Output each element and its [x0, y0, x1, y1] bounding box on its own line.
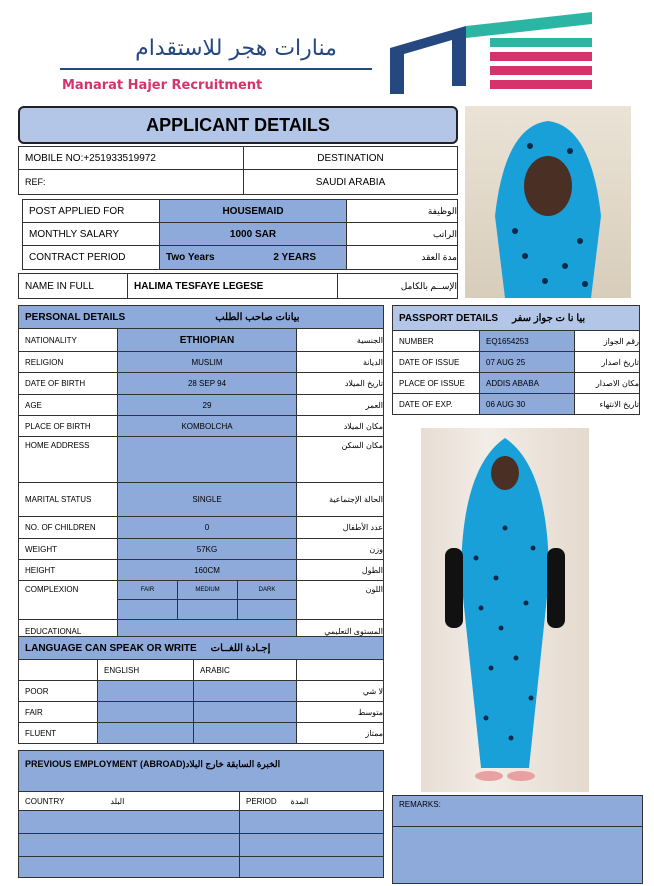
language-title-ar: إجـادة اللغــات [210, 642, 271, 654]
language-col-english: ENGLISH [97, 659, 194, 681]
passport-issue-place-value: ADDIS ABABA [479, 372, 575, 394]
passport-section-title [392, 305, 640, 331]
language-col-arabic: ARABIC [193, 659, 297, 681]
marital-value: SINGLE [117, 482, 297, 517]
employment-country-ar: البلد [110, 796, 125, 806]
employment-title: PREVIOUS EMPLOYMENT (ABROAD) [25, 759, 186, 769]
mobile-number: MOBILE NO:+251933519972 [18, 146, 244, 170]
remarks-content [392, 826, 643, 884]
weight-value: 57KG [117, 538, 297, 560]
name-label: NAME IN FULL [18, 273, 128, 299]
contract-value-b: 2 YEARS [273, 252, 316, 263]
marital-label-ar: الحالة الإجتماعية [296, 482, 384, 517]
employment-period: PERIOD [246, 796, 277, 806]
age-label-ar: العمر [296, 394, 384, 416]
pob-value: KOMBOLCHA [117, 415, 297, 437]
logo-underline [60, 68, 372, 70]
weight-label-ar: وزن [296, 538, 384, 560]
logo [56, 8, 616, 100]
portrait-figure-icon [465, 106, 631, 298]
complexion-dark: DARK [237, 580, 297, 600]
address-value [117, 436, 297, 483]
employment-row-1-period [239, 810, 384, 834]
language-header-blank [18, 659, 98, 681]
language-fluent-arabic [193, 722, 297, 744]
passport-number-value: EQ1654253 [479, 330, 575, 352]
personal-title: PERSONAL DETAILS [25, 311, 126, 323]
language-section-title [18, 636, 384, 660]
salary-label-ar: الراتب [346, 222, 458, 246]
post-value: HOUSEMAID [159, 199, 347, 223]
language-fair-english [97, 701, 194, 723]
passport-issue-place-ar: مكان الاصدار [574, 372, 640, 394]
post-label: POST APPLIED FOR [22, 199, 160, 223]
dob-value: 28 SEP 94 [117, 372, 297, 395]
nationality-label: NATIONALITY [18, 328, 118, 352]
language-fluent-ar: ممتاز [296, 722, 384, 744]
passport-title: PASSPORT DETAILS [399, 312, 499, 324]
remarks-box: REMARKS: [392, 795, 643, 827]
religion-value: MUSLIM [117, 351, 297, 373]
religion-label-ar: الديانة [296, 351, 384, 373]
employment-country-header [18, 791, 240, 811]
salary-label: MONTHLY SALARY [22, 222, 160, 246]
language-fair-arabic [193, 701, 297, 723]
passport-issue-date-ar: تاريخ اصدار [574, 351, 640, 373]
complexion-label: COMPLEXION [18, 580, 118, 620]
employment-period-ar: المدة [290, 796, 309, 806]
employment-country: COUNTRY [25, 796, 65, 806]
religion-label: RELIGION [18, 351, 118, 373]
employment-section-title [18, 750, 384, 792]
complexion-medium: MEDIUM [177, 580, 238, 600]
employment-period-header [239, 791, 384, 811]
passport-issue-date-value: 07 AUG 25 [479, 351, 575, 373]
children-label-ar: عدد الأطفال [296, 516, 384, 539]
full-body-figure-icon [421, 428, 589, 792]
language-poor-arabic [193, 680, 297, 702]
logo-arabic-name: منارات هجر للاستقدام [135, 36, 337, 61]
pob-label: PLACE OF BIRTH [18, 415, 118, 437]
complexion-label-ar: اللون [296, 580, 384, 620]
personal-section-title [18, 305, 384, 329]
address-label: HOME ADDRESS [18, 436, 118, 483]
house-logo-icon [386, 8, 596, 98]
language-poor-english [97, 680, 194, 702]
passport-issue-place-label: PLACE OF ISSUE [392, 372, 480, 394]
children-value: 0 [117, 516, 297, 539]
pob-label-ar: مكان الميلاد [296, 415, 384, 437]
destination-value: SAUDI ARABIA [243, 169, 458, 195]
employment-row-3-period [239, 856, 384, 878]
language-fair-ar: متوسط [296, 701, 384, 723]
salary-value: 1000 SAR [159, 222, 347, 246]
children-label: NO. OF CHILDREN [18, 516, 118, 539]
education-label-ar: المستوى التعليمي [296, 619, 384, 637]
personal-title-ar: بيانات صاحب الطلب [215, 311, 300, 323]
nationality-label-ar: الجنسية [296, 328, 384, 352]
applicant-full-body-photo [421, 428, 589, 792]
complexion-medium-box [177, 599, 238, 620]
height-value: 160CM [117, 559, 297, 581]
education-value [117, 619, 297, 637]
applicant-portrait [465, 106, 631, 298]
complexion-fair-box [117, 599, 178, 620]
logo-english-name: Manarat Hajer Recruitment [62, 78, 263, 93]
education-label: EDUCATIONAL [18, 619, 118, 637]
destination-label: DESTINATION [243, 146, 458, 170]
dob-label: DATE OF BIRTH [18, 372, 118, 395]
employment-row-2-country [18, 833, 240, 857]
passport-number-label: NUMBER [392, 330, 480, 352]
employment-row-1-country [18, 810, 240, 834]
language-header-blank-2 [296, 659, 384, 681]
full-name: HALIMA TESFAYE LEGESE [127, 273, 338, 299]
weight-label: WEIGHT [18, 538, 118, 560]
nationality-value: ETHIOPIAN [117, 328, 297, 352]
complexion-fair: FAIR [117, 580, 178, 600]
contract-value-a: Two Years [166, 252, 215, 263]
age-value: 29 [117, 394, 297, 416]
passport-expiry-label: DATE OF EXP. [392, 393, 480, 415]
address-label-ar: مكان السكن [296, 436, 384, 483]
contract-value-years [159, 245, 347, 270]
employment-row-2-period [239, 833, 384, 857]
language-fair-label: FAIR [18, 701, 98, 723]
marital-label: MARITAL STATUS [18, 482, 118, 517]
passport-expiry-ar: تاريخ الانتهاء [574, 393, 640, 415]
dob-label-ar: تاريخ الميلاد [296, 372, 384, 395]
language-fluent-english [97, 722, 194, 744]
passport-issue-date-label: DATE OF ISSUE [392, 351, 480, 373]
height-label-ar: الطول [296, 559, 384, 581]
name-label-ar: الإســم بالكامل [337, 273, 458, 299]
contract-label-ar: مدة العقد [346, 245, 458, 270]
employment-title-ar: الخبرة السابقة خارج البلاد [185, 759, 281, 769]
ref-label: REF: [18, 169, 244, 195]
passport-expiry-value: 06 AUG 30 [479, 393, 575, 415]
language-poor-label: POOR [18, 680, 98, 702]
complexion-dark-box [237, 599, 297, 620]
language-poor-ar: لا شي [296, 680, 384, 702]
post-label-ar: الوظيفة [346, 199, 458, 223]
passport-number-ar: رقم الجواز [574, 330, 640, 352]
height-label: HEIGHT [18, 559, 118, 581]
language-fluent-label: FLUENT [18, 722, 98, 744]
employment-row-3-country [18, 856, 240, 878]
language-title: LANGUAGE CAN SPEAK OR WRITE [25, 642, 197, 654]
age-label: AGE [18, 394, 118, 416]
passport-title-ar: بيا نا ت جواز سفر [512, 312, 586, 324]
page-title: APPLICANT DETAILS [18, 106, 458, 144]
contract-label: CONTRACT PERIOD [22, 245, 160, 270]
